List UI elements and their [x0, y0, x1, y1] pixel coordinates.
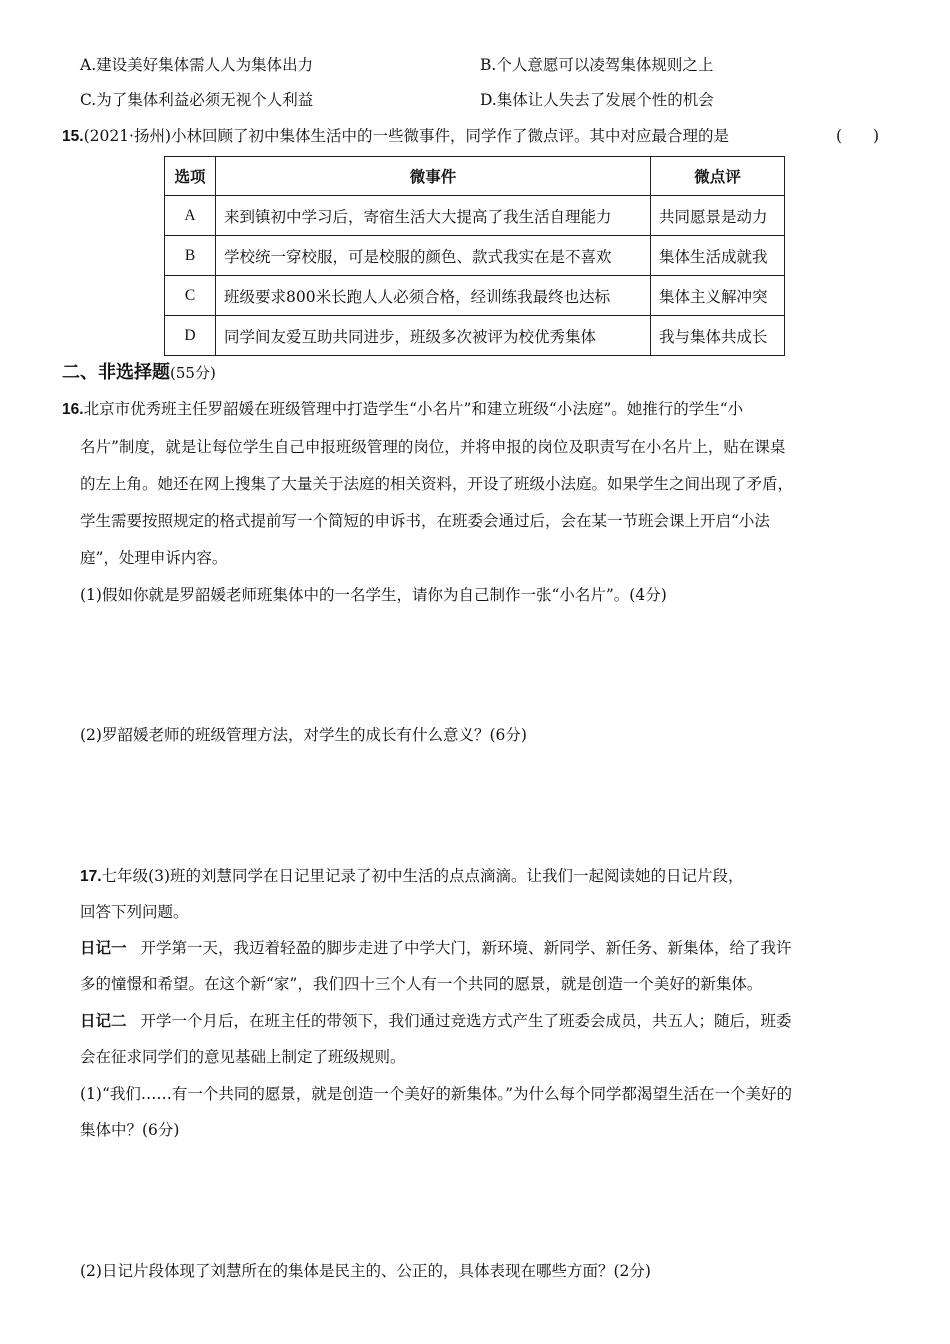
q16-material-line-3: 的左上角。她还在网上搜集了大量关于法庭的相关资料，开设了班级小法庭。如果学生之间出现了矛盾， — [80, 475, 794, 493]
table-cell-comment: 共同愿景是动力 — [651, 196, 785, 236]
table-row — [165, 316, 785, 356]
q16-material-line-5: 庭”，处理申诉内容。 — [80, 549, 228, 567]
section-title: 二、非选择题 — [62, 362, 170, 383]
table-header-comment: 微点评 — [651, 157, 785, 196]
q15-stem — [62, 124, 729, 146]
q16-material-line-1 — [62, 397, 743, 419]
table-header-row — [165, 157, 785, 196]
table-cell-event: 学校统一穿校服，可是校服的颜色、款式我实在是不喜欢 — [216, 236, 651, 276]
q17-sub-question-2: (2)日记片段体现了刘慧所在的集体是民主的、公正的，具体表现在哪些方面？(2分) — [80, 1262, 651, 1280]
q16-material-line-2: 名片”制度，就是让每位学生自己申报班级管理的岗位，并将申报的岗位及职责写在小名片上，贴在课桌 — [80, 438, 786, 456]
table-cell-option: B — [165, 236, 216, 276]
q17-number: 17. — [80, 868, 102, 885]
q14-option-d: D.集体让人失去了发展个性的机会 — [480, 91, 714, 109]
table-cell-event: 来到镇初中学习后，寄宿生活大大提高了我生活自理能力 — [216, 196, 651, 236]
q15-answer-bracket: ( ) — [836, 127, 880, 145]
diary1-label: 日记一 — [80, 939, 127, 957]
q16-sub-question-2: (2)罗韶媛老师的班级管理方法，对学生的成长有什么意义？(6分) — [80, 726, 527, 744]
table-cell-option: C — [165, 276, 216, 316]
table-row — [165, 276, 785, 316]
table-cell-option: A — [165, 196, 216, 236]
q17-sub-question-1-line-1: (1)“我们……有一个共同的愿景，就是创造一个美好的新集体。”为什么每个同学都渴望生活在一个美好的 — [80, 1085, 793, 1103]
table-cell-option: D — [165, 316, 216, 356]
q15-stem-text: (2021·扬州)小林回顾了初中集体生活中的一些微事件，同学作了微点评。其中对应最合理的是 — [83, 127, 730, 145]
diary2-line-2: 会在征求同学们的意见基础上制定了班级规则。 — [80, 1048, 406, 1066]
q17-intro-line-1 — [80, 864, 744, 886]
diary1-line-2: 多的憧憬和希望。在这个新“家”，我们四十三个人有一个共同的愿景，就是创造一个美好的新集体。 — [80, 975, 763, 993]
diary2-line-1 — [80, 1009, 792, 1031]
section-score: (55分) — [170, 364, 216, 382]
table-cell-event: 同学间友爱互助共同进步，班级多次被评为校优秀集体 — [216, 316, 651, 356]
q15-number: 15. — [62, 128, 84, 145]
q14-option-a: A.建设美好集体需人人为集体出力 — [80, 56, 314, 74]
table-cell-comment: 集体主义解冲突 — [651, 276, 785, 316]
table-header-event: 微事件 — [216, 157, 651, 196]
table-cell-event: 班级要求800米长跑人人必须合格，经训练我最终也达标 — [216, 276, 651, 316]
q16-sub-question-1: (1)假如你就是罗韶媛老师班集体中的一名学生，请你为自己制作一张“小名片”。(4分) — [80, 586, 667, 604]
q17-intro-line-2: 回答下列问题。 — [80, 903, 189, 921]
q14-option-c: C.为了集体利益必须无视个人利益 — [80, 91, 314, 109]
table-cell-comment: 我与集体共成长 — [651, 316, 785, 356]
table-cell-comment: 集体生活成就我 — [651, 236, 785, 276]
diary1-line-1 — [80, 936, 792, 958]
q16-material-text: 北京市优秀班主任罗韶媛在班级管理中打造学生“小名片”和建立班级“小法庭”。她推行的学生“小 — [83, 400, 744, 418]
q16-number: 16. — [62, 401, 84, 418]
table-row — [165, 236, 785, 276]
q15-table — [164, 156, 785, 356]
diary1-text: 开学第一天，我迈着轻盈的脚步走进了中学大门，新环境、新同学、新任务、新集体，给了我许 — [140, 939, 792, 957]
table-row — [165, 196, 785, 236]
q17-sub-question-1-line-2: 集体中？(6分) — [80, 1121, 180, 1139]
section-heading — [62, 358, 216, 384]
q16-material-line-4: 学生需要按照规定的格式提前写一个简短的申诉书，在班委会通过后，会在某一节班会课上开启“小法 — [80, 512, 770, 530]
diary2-text: 开学一个月后，在班主任的带领下，我们通过竞选方式产生了班委会成员，共五人；随后，班委 — [140, 1012, 792, 1030]
diary2-label: 日记二 — [80, 1012, 127, 1030]
q14-option-b: B.个人意愿可以凌驾集体规则之上 — [480, 56, 714, 74]
q17-intro-text: 七年级(3)班的刘慧同学在日记里记录了初中生活的点点滴滴。让我们一起阅读她的日记片段， — [101, 867, 744, 885]
table-header-option: 选项 — [165, 157, 216, 196]
